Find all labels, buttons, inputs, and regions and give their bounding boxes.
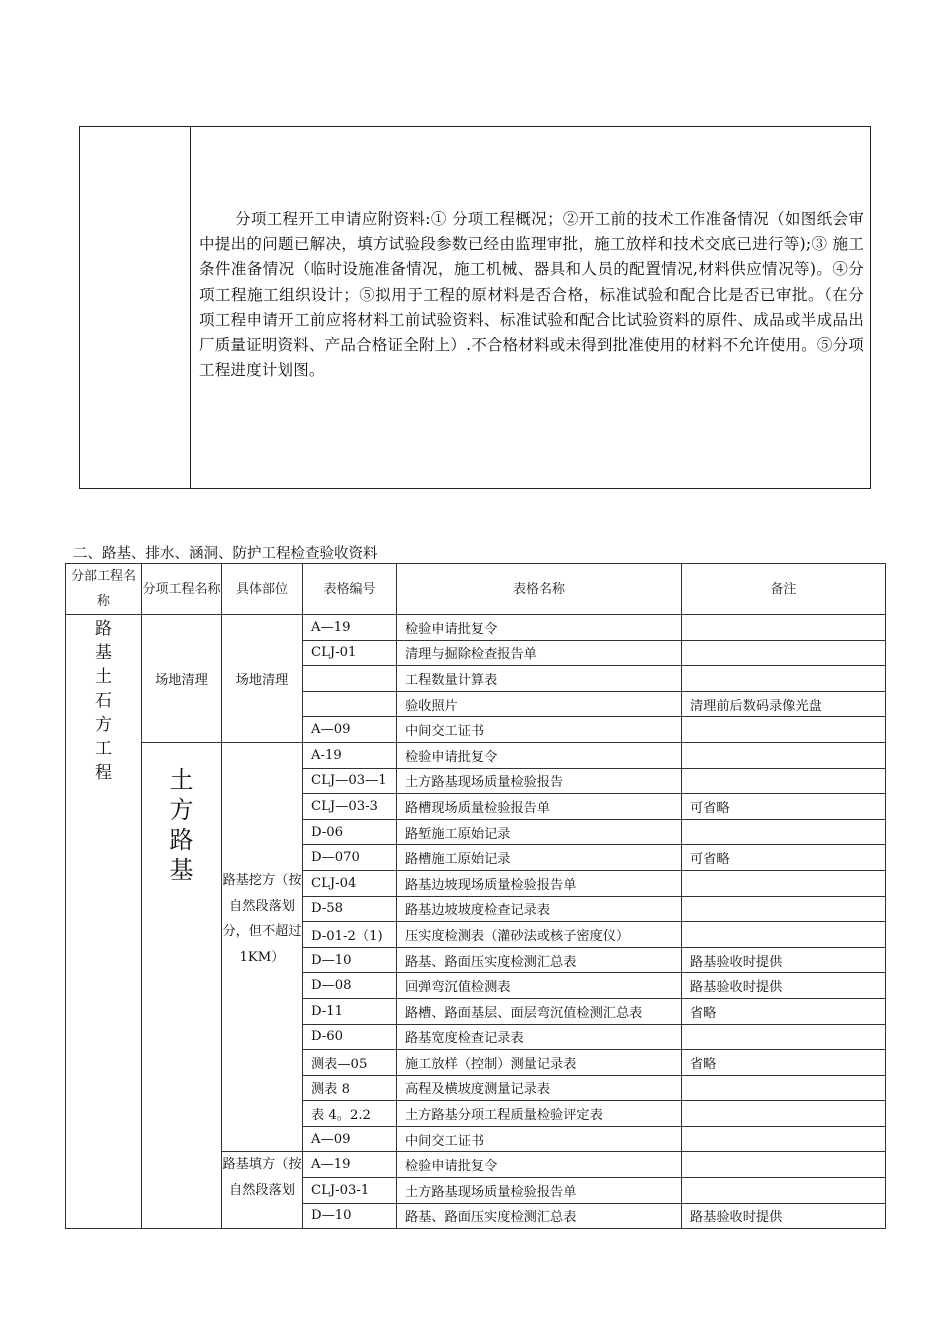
form-code: A—09 — [303, 1126, 397, 1152]
form-name: 路基边坡坡度检查记录表 — [397, 896, 682, 922]
inspection-records-table — [65, 563, 886, 1229]
form-remark — [682, 819, 886, 845]
form-remark — [682, 640, 886, 666]
form-remark — [682, 666, 886, 692]
location-text: 路基挖方（按自然段落划分，但不超过1KM） — [222, 872, 302, 965]
form-code — [303, 666, 397, 692]
form-remark — [682, 896, 886, 922]
form-code: D-01-2（1) — [303, 922, 397, 948]
form-code: 测表 8 — [303, 1075, 397, 1101]
form-code: D-06 — [303, 819, 397, 845]
form-name: 清理与掘除检查报告单 — [397, 640, 682, 666]
header-name: 表格名称 — [397, 564, 682, 615]
header-division: 分部工程名称 — [66, 564, 142, 615]
form-remark: 可省略 — [682, 845, 886, 871]
form-code: D—10 — [303, 1203, 397, 1229]
location-cell — [222, 1152, 303, 1229]
location-cell: 场地清理 — [222, 615, 303, 743]
form-remark — [682, 1152, 886, 1178]
form-name: 土方路基现场质量检验报告单 — [397, 1178, 682, 1204]
form-code: A-19 — [303, 742, 397, 768]
form-name: 检验申请批复令 — [397, 742, 682, 768]
form-name: 土方路基现场质量检验报告 — [397, 768, 682, 794]
form-remark — [682, 922, 886, 948]
form-code: CLJ—03—1 — [303, 768, 397, 794]
form-remark: 路基验收时提供 — [682, 973, 886, 999]
form-name: 验收照片 — [397, 691, 682, 717]
form-remark — [682, 1101, 886, 1127]
form-name: 路槽、路面基层、面层弯沉值检测汇总表 — [397, 998, 682, 1024]
subitem-cell — [142, 742, 222, 1228]
location-text: 路基填方（按自然段落划 — [222, 1157, 302, 1199]
form-code: A—09 — [303, 717, 397, 743]
form-name: 中间交工证书 — [397, 1126, 682, 1152]
form-name: 路堑施工原始记录 — [397, 819, 682, 845]
form-name: 路基、路面压实度检测汇总表 — [397, 947, 682, 973]
form-code: D—10 — [303, 947, 397, 973]
form-remark — [682, 1024, 886, 1050]
header-subitem: 分项工程名称 — [142, 564, 222, 615]
form-code: D-11 — [303, 998, 397, 1024]
table-row — [66, 615, 886, 641]
header-remark: 备注 — [682, 564, 886, 615]
form-remark: 可省略 — [682, 794, 886, 820]
subitem-cell: 场地清理 — [142, 615, 222, 743]
form-code: A—19 — [303, 615, 397, 641]
form-code: D—070 — [303, 845, 397, 871]
application-notes-box — [79, 126, 871, 489]
form-code: D-60 — [303, 1024, 397, 1050]
form-remark — [682, 1178, 886, 1204]
form-code — [303, 691, 397, 717]
form-remark — [682, 615, 886, 641]
form-remark — [682, 1075, 886, 1101]
form-name: 检验申请批复令 — [397, 615, 682, 641]
form-code: D—08 — [303, 973, 397, 999]
form-name: 路槽现场质量检验报告单 — [397, 794, 682, 820]
form-name: 检验申请批复令 — [397, 1152, 682, 1178]
form-remark — [682, 742, 886, 768]
form-code: CLJ-01 — [303, 640, 397, 666]
form-code: CLJ-04 — [303, 870, 397, 896]
form-name: 路基宽度检查记录表 — [397, 1024, 682, 1050]
header-location: 具体部位 — [222, 564, 303, 615]
form-code: A—19 — [303, 1152, 397, 1178]
location-cell — [222, 742, 303, 1152]
form-name: 路基边坡现场质量检验报告单 — [397, 870, 682, 896]
page-bottom-margin — [0, 1230, 950, 1344]
form-code: CLJ—03-3 — [303, 794, 397, 820]
form-name: 土方路基分项工程质量检验评定表 — [397, 1101, 682, 1127]
table-header-row — [66, 564, 886, 615]
box-column-divider — [190, 127, 191, 488]
form-name: 中间交工证书 — [397, 717, 682, 743]
form-name: 工程数量计算表 — [397, 666, 682, 692]
form-remark: 清理前后数码录像光盘 — [682, 691, 886, 717]
form-remark: 省略 — [682, 998, 886, 1024]
form-name: 路基、路面压实度检测汇总表 — [397, 1203, 682, 1229]
form-remark: 路基验收时提供 — [682, 1203, 886, 1229]
form-remark — [682, 717, 886, 743]
form-code: D-58 — [303, 896, 397, 922]
attachment-requirements-paragraph: 分项工程开工申请应附资料:① 分项工程概况；②开工前的技术工作准备情况（如图纸会审中提出的问题已解决，填方试验段参数已经由监理审批，施工放样和技术交底已进行等);③ 施工条件准备情况（临时设施准备情况，施工机械、器具和人员的配置情况,材料供应情况等)。④分项工程施工组织设计；⑤拟用于工程的原材料是否合格，标准试验和配合比是否已审批。（在分项工程申请开工前应将材料工前试验资料、标准试验和配合比试验资料的原件、成品或半成品出厂质量证明资料、产品合格证全附上）.不合格材料或未得到批准使用的材料不允许使用。⑤分项工程进度计划图。 — [199, 210, 864, 380]
division-name-cell — [66, 615, 142, 1229]
form-name: 高程及横坡度测量记录表 — [397, 1075, 682, 1101]
division-name: 路基土石方工程 — [95, 619, 112, 783]
form-name: 压实度检测表（灌砂法或核子密度仪） — [397, 922, 682, 948]
subitem-name: 土方路基 — [169, 765, 194, 884]
form-remark: 省略 — [682, 1050, 886, 1076]
form-code: 测表—05 — [303, 1050, 397, 1076]
header-code: 表格编号 — [303, 564, 397, 615]
form-remark: 路基验收时提供 — [682, 947, 886, 973]
form-name: 回弹弯沉值检测表 — [397, 973, 682, 999]
form-code: CLJ-03-1 — [303, 1178, 397, 1204]
form-code: 表 4。2.2 — [303, 1101, 397, 1127]
form-name: 路槽施工原始记录 — [397, 845, 682, 871]
form-name: 施工放样（控制）测量记录表 — [397, 1050, 682, 1076]
form-remark — [682, 768, 886, 794]
form-remark — [682, 870, 886, 896]
table-row — [66, 742, 886, 768]
section-title: 二、路基、排水、涵洞、防护工程检查验收资料 — [73, 546, 378, 562]
form-remark — [682, 1126, 886, 1152]
